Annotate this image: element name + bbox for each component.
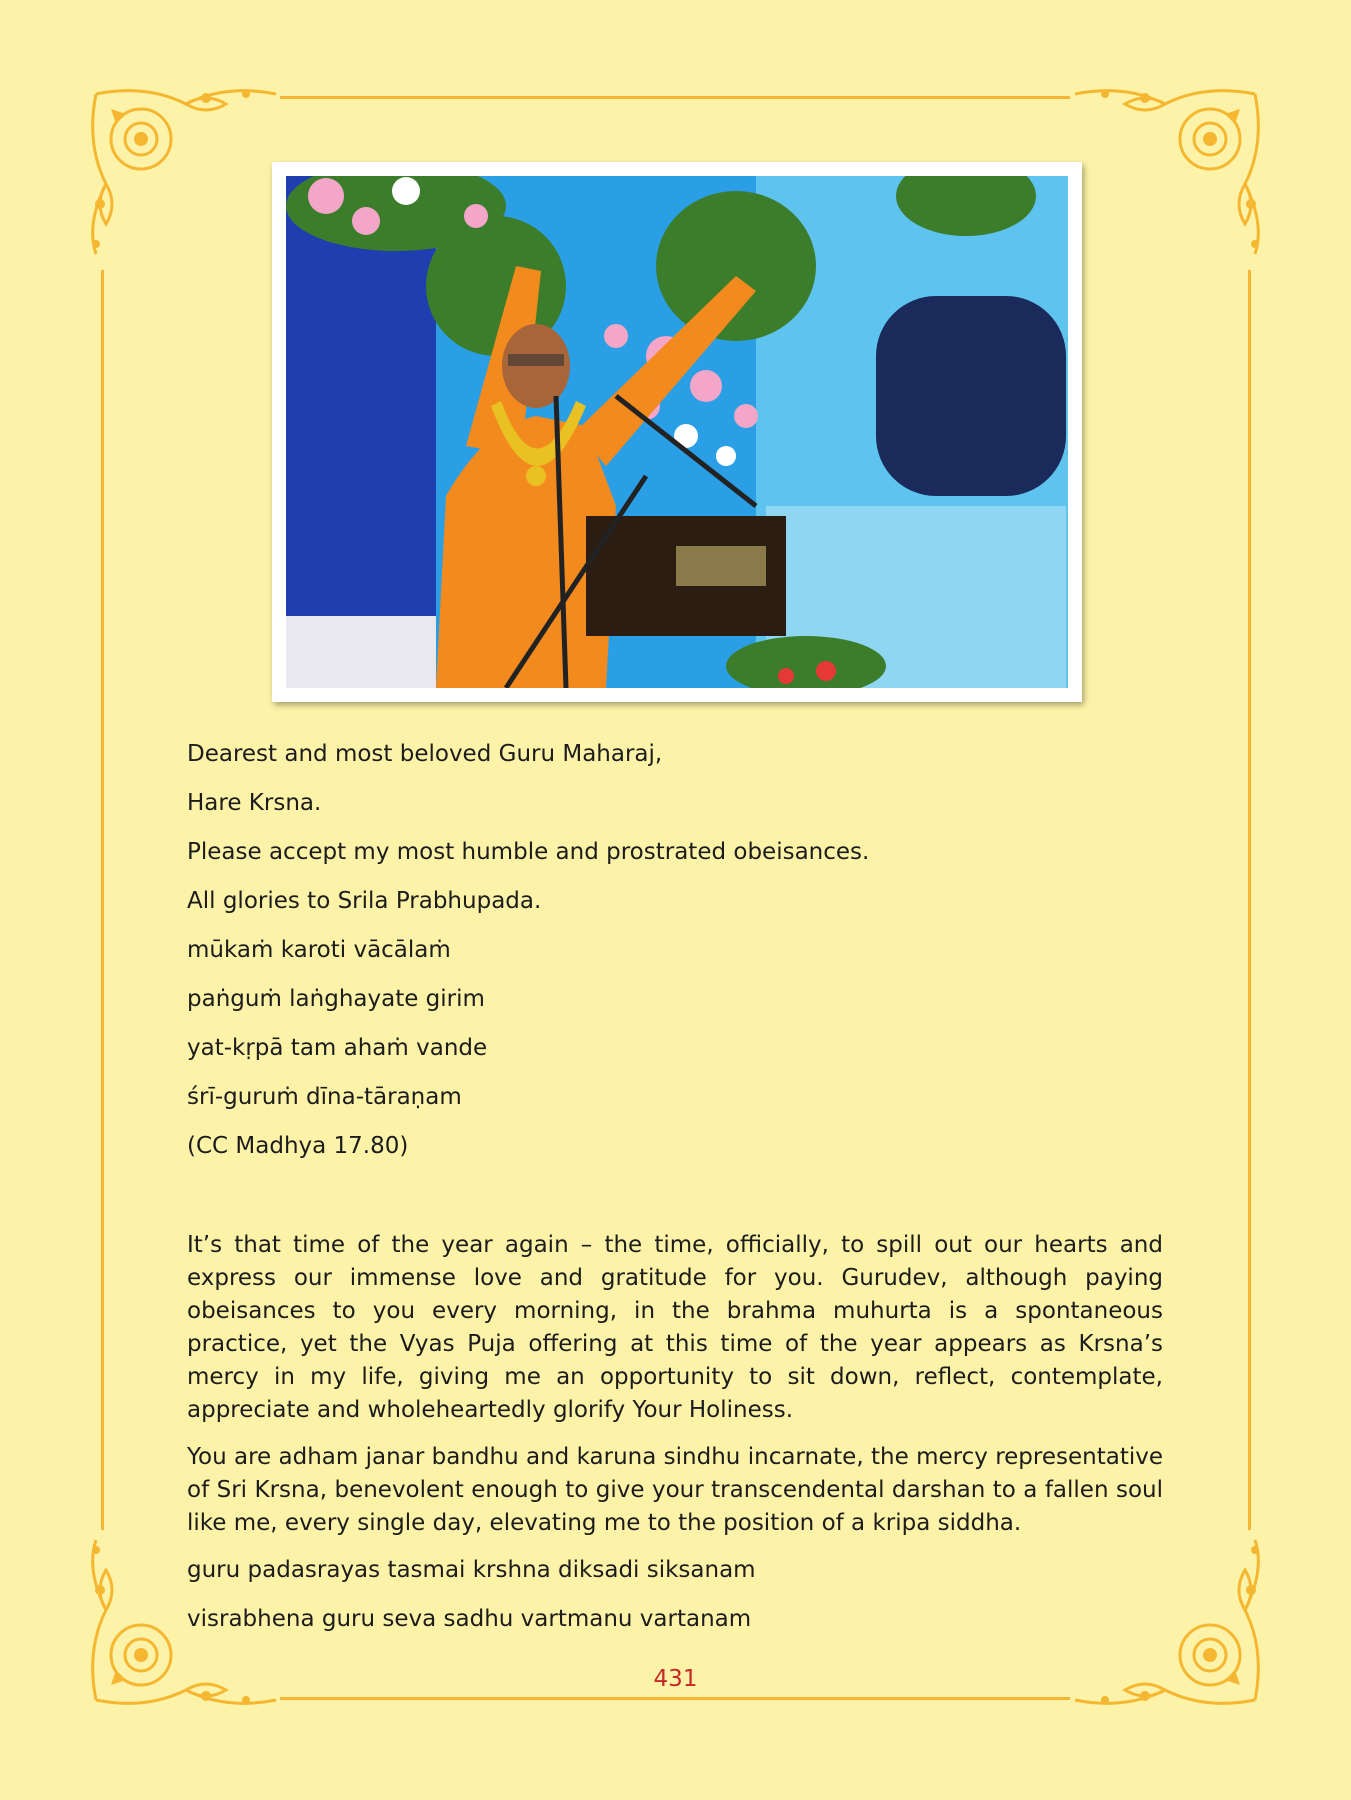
greeting: Hare Krsna.: [187, 790, 322, 816]
photo-preacher-icon: [286, 176, 1068, 688]
verse-line: yat-kṛpā tam ahaṁ vande: [187, 1035, 488, 1061]
border-bottom-line: [280, 1697, 1070, 1700]
floral-corner-icon: [86, 84, 286, 264]
border-top-line: [280, 96, 1070, 99]
verse-line: śrī-guruṁ dīna-tāraṇam: [187, 1084, 462, 1110]
verse-line: guru padasrayas tasmai krshna diksadi siksanam: [187, 1557, 756, 1583]
floral-corner-icon: [1065, 84, 1265, 264]
verse-line: mūkaṁ karoti vācālaṁ: [187, 937, 451, 963]
letter-body: [187, 738, 1163, 1652]
border-left-line: [101, 270, 104, 1530]
spacer: [187, 1179, 1163, 1229]
verse-reference: (CC Madhya 17.80): [187, 1133, 409, 1159]
paragraph: It’s that time of the year again – the time, officially, to spill out our hearts and express our immense love and gratitude for you. Gurudev, although paying obeisances to you every morning, in the brahma muhurta is a spontaneous practice, yet the Vyas Puja offering at this time of the year appears as Krsna’s mercy in my life, giving me an opportunity to sit down, reflect, contemplate, appreciate and wholeheartedly glorify Your Holiness.: [187, 1232, 1163, 1423]
verse-line: paṅguṁ laṅghayate girim: [187, 986, 485, 1012]
border-right-line: [1248, 270, 1251, 1530]
verse-line: visrabhena guru seva sadhu vartmanu vartanam: [187, 1606, 752, 1632]
glorification: All glories to Srila Prabhupada.: [187, 888, 542, 914]
photo-frame: [272, 162, 1082, 702]
page-number: 431: [653, 1666, 698, 1692]
obeisance: Please accept my most humble and prostrated obeisances.: [187, 839, 870, 865]
salutation: Dearest and most beloved Guru Maharaj,: [187, 741, 663, 767]
paragraph: You are adham janar bandhu and karuna sindhu incarnate, the mercy representative of Sri Krsna, benevolent enough to give your transcendental darshan to a fallen soul like me, every single day, elevating me to the position of a kripa siddha.: [187, 1444, 1163, 1536]
